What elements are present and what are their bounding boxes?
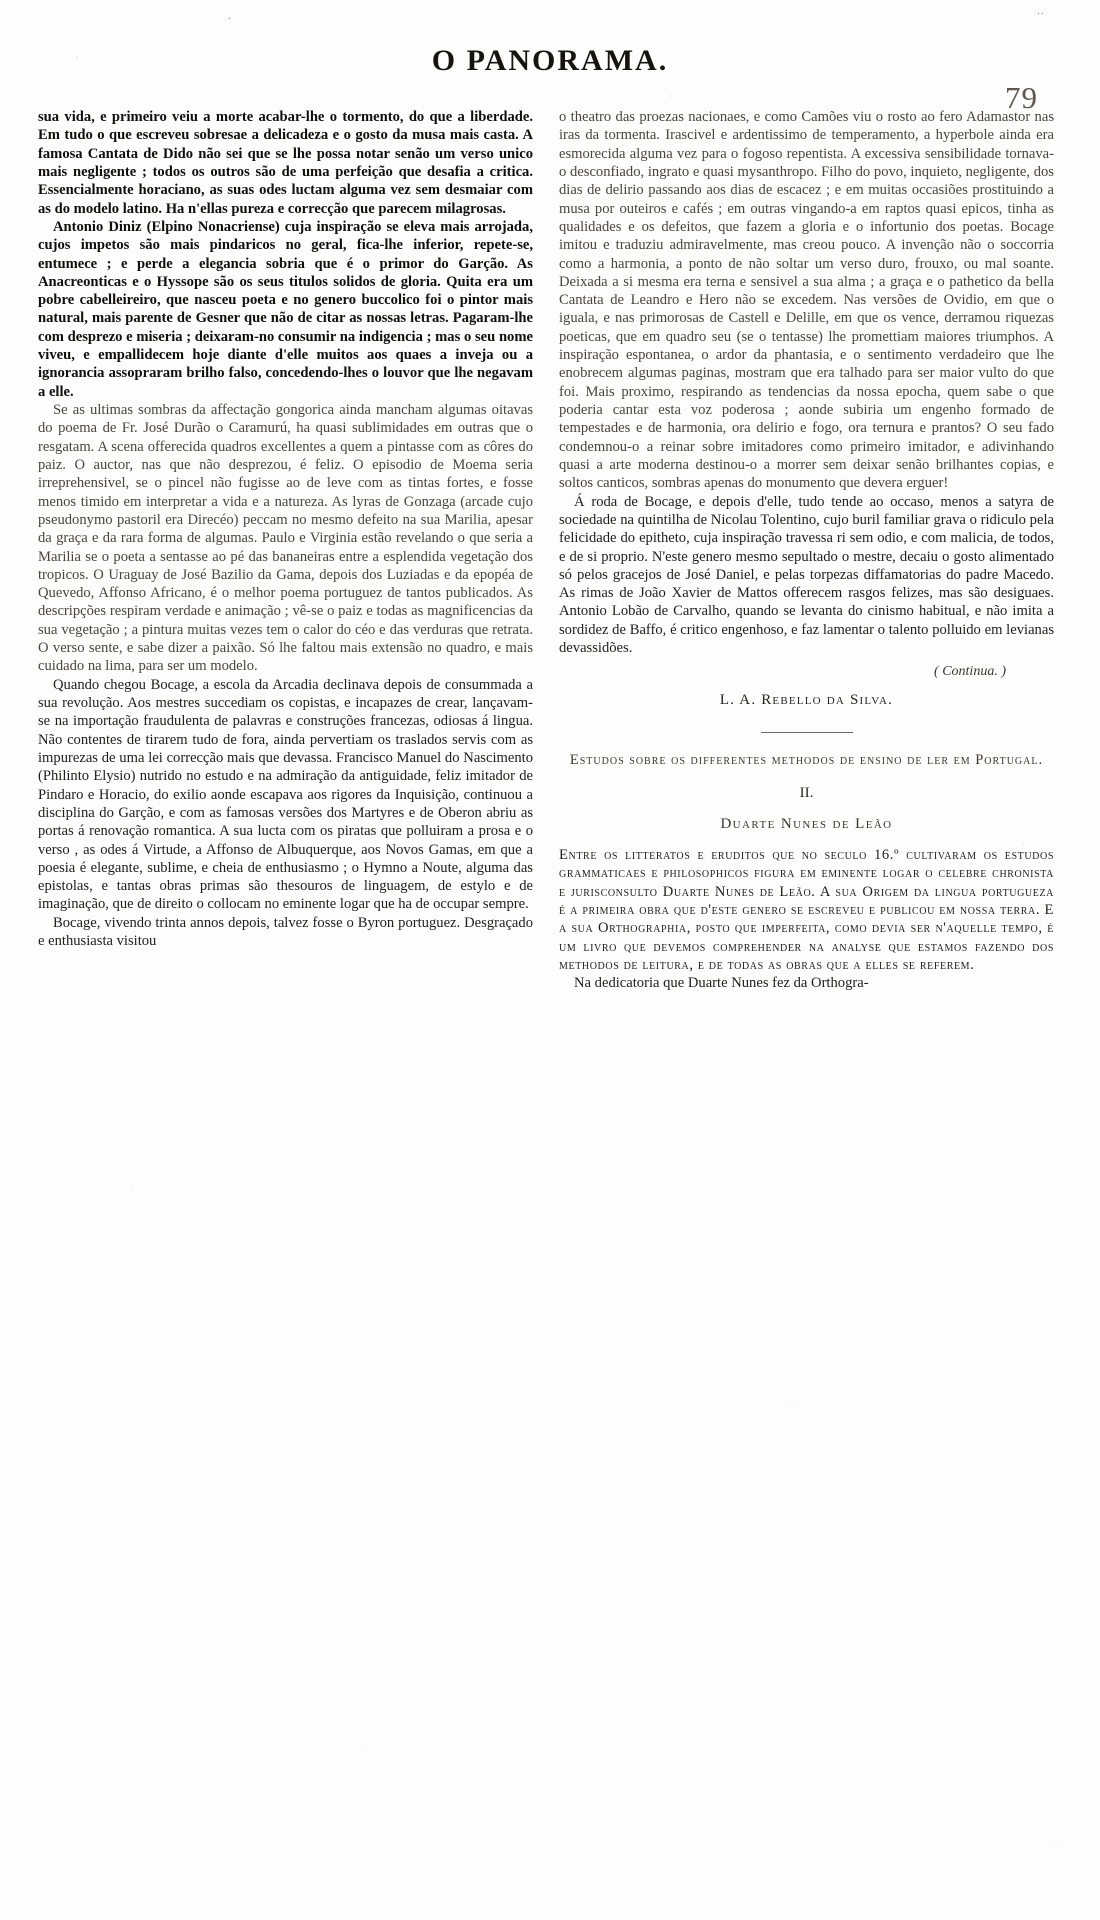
paragraph: Bocage, vivendo trinta annos depois, talvez fosse o Byron portuguez. Desgraçado e enthusiasta visitou [38, 914, 533, 950]
page-number: 79 [1005, 80, 1038, 115]
top-left-speck: . [228, 10, 231, 22]
paragraph: sua vida, e primeiro veiu a morte acabar-lhe o tormento, do que a liberdade. Em tudo o que escreveu sobresae a delicadeza e o gosto da musa mais casta. A famosa Cantata de Dido não sei que se lhe possa notar senão um verso unico mais negligente ; todos os outros são de uma perfeição que desafia a critica. Essencialmente horaciano, as suas odes luctam alguma vez sem desmaiar com as do modelo latino. Ha n'ellas pureza e correcção que parecem milagrosas. [38, 109, 533, 217]
text-columns [38, 108, 1062, 1896]
paragraph: o theatro das proezas nacionaes, e como Camões viu o rosto ao fero Adamastor nas iras da tormenta. Irascivel e ardentissimo de temperamento, a hyperbole ainda era esmorecida alguma vez para o fogoso repentista. A excessiva sensibilidade tornava-o desconfiado, ingrato e quasi mysanthropo. Filho do povo, inquieto, negligente, dos dias de delirio passando aos dias de escacez ; e em muitas occasiões prostituindo a musa por outeiros e cafés ; em outras vingando-a em raptos quasi epicos, tinha as qualidades e os defeitos, que fazem a gloria e o infortunio dos poetas. Bocage imitou e traduziu admiravelmente, mas creou pouco. A invenção não o soccorria como a harmonia, a ponto de não soltar um verso duro, frouxo, ou mal soante. Deixada a si mesma era terna e sensivel a sua alma ; a graça e o pathetico da bella Cantata de Leandro e Hero não se excedem. Nas versões de Ovidio, em que o iguala, e nas primorosas de Castell e Delille, em que os vence, derramou riquezas poeticas, que em quadro seu (se o tentasse) lhe promettiam maiores triumphos. A inspiração espontanea, o ardor da phantasia, e o sentimento verdadeiro que lhe enobrecem algumas paginas, mostram que era talhado para ser maior vulto do que foi. Mais proximo, respirando as tendencias da nossa epocha, quem sabe o que poderia cantar esta voz poderosa ; aonde subiria um engenho formado de tempestades e de harmonia, ora delirio e fogo, ora ternura e prantos? O seu fado condemnou-o a reinar sobre imitadores como primeiro imitador, e adivinhando quasi a arte moderna destinou-o a morrer sem deixar senão brilhantes copias, e soltos canticos, sombras apenas do monumento que devera erguer! [559, 109, 1054, 492]
top-right-speck: ·· [1036, 8, 1044, 20]
page-title: O PANORAMA. [431, 44, 669, 77]
paragraph: Antonio Diniz (Elpino Nonacriense) cuja inspiração se eleva mais arrojada, cujos impetos são mais pindaricos no geral, fica-lhe inferior, repete-se, entumece ; e perde a elegancia sobria que é o primor do Garção. As Anacreonticas e o Hyssope são os seus titulos solidos de gloria. Quita era um pobre cabelleireiro, que nasceu poeta e no genero buccolico foi o pintor mais natural, mais parente de Gesner que não de citar as nossas letras. Pagaram-lhe com desprezo e miseria ; deixaram-no consumir na indigencia ; mas o seu nome viveu, e empallidecem hoje diante d'elle muitos aos quaes a inveja ou a ignorancia assopraram brilho falso, concedendo-lhes o louvor que lhe negavam a elle. [38, 218, 533, 400]
right-column [559, 108, 1054, 1896]
section-divider [761, 732, 853, 733]
paragraph: Se as ultimas sombras da affectação gongorica ainda mancham algumas oitavas do poema de Fr. José Durão o Caramurú, ha quasi sublimidades em outras que o resgatam. A scena offerecida quadros excellentes a quem a pintasse com as côres do paiz. O auctor, nas que não desprezou, é feliz. O episodio de Moema seria irreprehensivel, se o pincel não fugisse ao de leve com as tintas fortes, e fosse menos timido em interpretar a vida e a natureza. As lyras de Gonzaga (arcade cujo pseudonymo pastoril era Direcéo) peccam no mesmo defeito na sua Marilia, apesar da graça e da rara forma de algumas. Paulo e Virginia estão revelando o que seria a Marilia se o poeta a sentasse ao pé das bananeiras entre a esplendida vegetação dos tropicos. O Uraguay de José Bazilio da Gama, depois dos Luziadas e da epopéa de Quevedo, Affonso Africano, é o melhor poema portuguez de tantos publicados. As descripções respiram verdade e animação ; vê-se o paiz e todas as magnificencias da sua vegetação ; a pintura muitas vezes tem o calor do céo e das verduras que retrata. O verso sente, e sabe dizer a paixão. Só lhe faltou mais extensão no quadro, e mais cuidado na lima, para ser um modelo. [38, 402, 533, 675]
continues-note: ( Continua. ) [934, 664, 1006, 680]
paragraph: Á roda de Bocage, e depois d'elle, tudo tende ao occaso, menos a satyra de sociedade na quintilha de Nicolau Tolentino, cujo buril familiar grava o ridiculo pela felicidade do epitheto, cuja inspiração travessa ri sem odio, e com malicia, de todos, e de si proprio. N'este genero mesmo sepultado o mestre, decaiu o gosto alimentado só pelos gracejos de José Daniel, e pelas torpezas diffamatorias do padre Macedo. As rimas de João Xavier de Mattos offerecem rasgos felizes, mas são desiguaes. Antonio Lobão de Carvalho, quando se levanta do cinismo habitual, e não imita a sordidez de Baffo, é critico engenhoso, e faz lamentar o talento polluido em levianas devassidões. [559, 493, 1054, 657]
section-number: II. [799, 785, 814, 802]
author-signature: L. A. Rebello da Silva. [719, 691, 894, 708]
paragraph: Na dedicatoria que Duarte Nunes fez da Orthogra- [574, 975, 869, 992]
left-column [38, 108, 533, 1896]
section-author: Duarte Nunes de Leão [720, 816, 893, 833]
masthead [0, 44, 1100, 115]
paragraph: Entre os litteratos e eruditos que no seculo 16.º cultivaram os estudos grammaticaes e philosophicos figura em eminente logar o celebre chronista e jurisconsulto Duarte Nunes de Leão. A sua Origem da lingua portugueza é a primeira obra que d'este genero se escreveu e publicou em nossa terra. E a sua Orthographia, posto que imperfeita, como devia ser n'aquelle tempo, é um livro que devemos comprehender na analyse que estamos fazendo dos methodos de leitura, e de todas as obras que a elles se referem. [559, 846, 1054, 973]
section-title: Estudos sobre os differentes methodos de ensino de ler em Portugal. [569, 751, 1044, 768]
paragraph: Quando chegou Bocage, a escola da Arcadia declinava depois de consummada a sua revolução. Aos mestres succediam os copistas, e incapazes de crear, lançavam-se na importação fraudulenta de palavras e construções francezas, odiosas á lingua. Não contentes de tirarem tudo de fora, ainda pervertiam os traslados servis com as impurezas de uma lei correcção mais que devassa. Francisco Manuel do Nascimento (Philinto Elysio) nutrido no estudo e na admiração da antiguidade, feliz imitador de Pindaro e Horacio, do exilio aonde escapava aos rigores da Inquisição, continuou a disciplina do Garção, e com as famosas versões dos Martyres e de Oberon abriu as portas á renovação romantica. A sua lucta com os piratas que polluiram a prosa e o verso , as odes á Virtude, a Affonso de Albuquerque, aos Novos Gamas, em que a poesia é elegante, sublime, e cheia de enthusiasmo ; o Hymno a Noute, alguma das epistolas, e tantas obras primas são thesouros de linguagem, de estylo e de imaginação, que de direito o collocam no eminente logar que ha de occupar sempre. [38, 676, 533, 913]
